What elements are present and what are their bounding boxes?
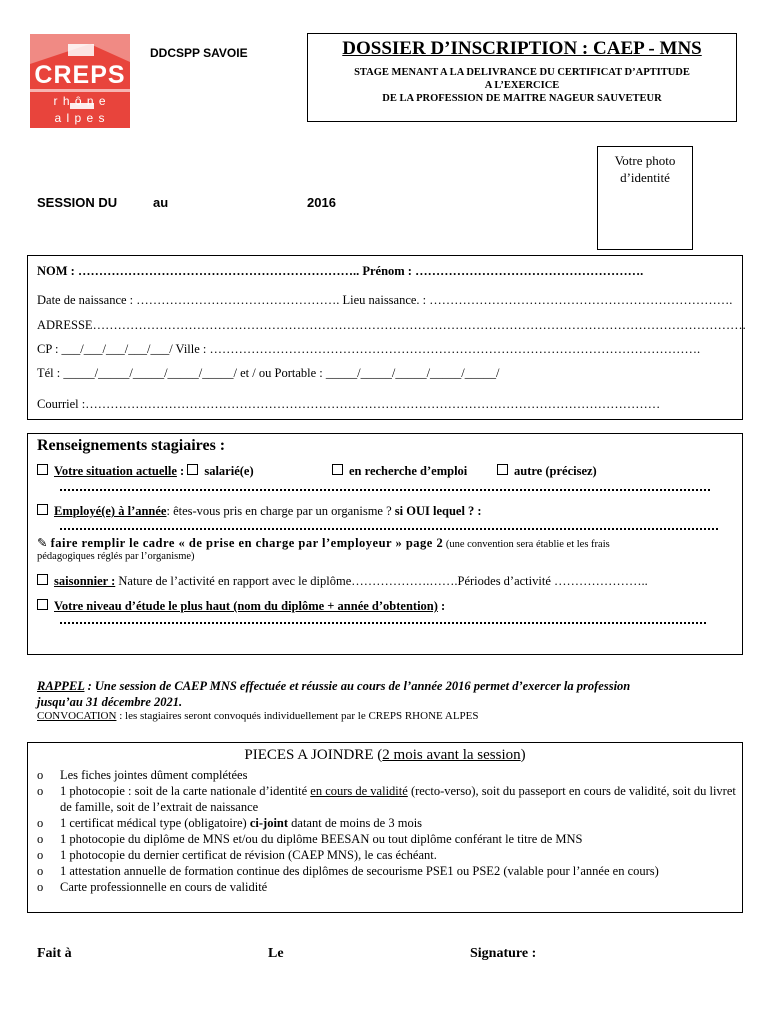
- rappel-label: RAPPEL: [37, 679, 85, 693]
- niveau-checkbox[interactable]: [37, 599, 48, 610]
- rappel-text: : Une session de CAEP MNS effectuée et réussie au cours de l’année 2016 permet d’exercer la profession: [84, 679, 631, 693]
- niveau-dotted-line[interactable]: [60, 622, 706, 624]
- list-item: o 1 photocopie du diplôme de MNS et/ou du diplôme BEESAN ou tout diplôme conférant le titre de MNS: [37, 831, 737, 847]
- saisonnier-checkbox[interactable]: [37, 574, 48, 585]
- list-item: o 1 attestation annuelle de formation continue des diplômes de secourisme PSE1 ou PSE2 (valable pour l’année en cours): [37, 863, 737, 879]
- session-au: au: [153, 195, 169, 210]
- niveau-colon: :: [437, 599, 446, 613]
- item-3-part-a: 1 certificat médical type (obligatoire): [60, 816, 250, 830]
- subtitle-line-2: A L’EXERCICE: [484, 80, 560, 91]
- stagiaire-heading: Renseignements stagiaires :: [37, 437, 226, 454]
- niveau-label: Votre niveau d’étude le plus haut (nom du diplôme + année d’obtention): [54, 599, 438, 613]
- telephone-field[interactable]: Tél : _____/_____/_____/_____/_____/ et / ou Portable : _____/_____/_____/_____/_____/: [37, 366, 500, 380]
- recherche-checkbox[interactable]: [332, 464, 343, 475]
- pieces-title-text: PIECES A JOINDRE (: [244, 747, 383, 763]
- autre-dotted-line[interactable]: [60, 489, 710, 491]
- autre-label: autre (précisez): [514, 464, 597, 478]
- convocation-line: [37, 710, 479, 722]
- logo-line-3: a l p e s: [54, 111, 106, 125]
- pieces-title-end: ): [520, 747, 526, 763]
- list-item: [37, 815, 737, 831]
- subtitle-line-3: DE LA PROFESSION DE MAITRE NAGEUR SAUVETEUR: [382, 93, 662, 104]
- naissance-field[interactable]: Date de naissance : …………………………………………. Lieu naissance. : ……………………………………………………………….: [37, 293, 733, 307]
- list-item: o 1 photocopie du dernier certificat de révision (CAEP MNS), le cas échéant.: [37, 847, 737, 863]
- item-3-bold: ci-joint: [249, 816, 289, 830]
- situation-label: Votre situation actuelle: [54, 464, 177, 478]
- salarie-label: salarié(e): [204, 464, 254, 478]
- recherche-option: [332, 464, 467, 479]
- header-box: [307, 33, 737, 122]
- saisonnier-text: Nature de l’activité en rapport avec le diplôme……………….…….Périodes d’activité …………………..: [115, 574, 648, 588]
- rappel-line-1: [37, 679, 630, 694]
- courriel-field[interactable]: Courriel :…………………………………………………………………………………………………………………………: [37, 397, 661, 411]
- pieces-list: [37, 767, 737, 895]
- item-2-part-b: (recto-verso), soit du passeport en cours de validité, soit du livret de famille, soit de l’extrait de naissance: [60, 784, 736, 814]
- saisonnier-label: saisonnier :: [54, 574, 116, 588]
- convocation-label: CONVOCATION: [37, 710, 117, 722]
- situation-colon: :: [176, 464, 188, 478]
- employe-text: : êtes-vous pris en charge par un organisme ?: [166, 504, 395, 518]
- list-item: o Carte professionnelle en cours de validité: [37, 879, 737, 895]
- convocation-text: : les stagiaires seront convoqués individuellement par le CREPS RHONE ALPES: [116, 710, 479, 722]
- recherche-label: en recherche d’emploi: [349, 464, 468, 478]
- item-3-part-c: datant de moins de 3 mois: [288, 816, 423, 830]
- situation-checkbox[interactable]: [37, 464, 48, 475]
- employe-checkbox[interactable]: [37, 504, 48, 515]
- session-label: SESSION DU: [37, 195, 118, 210]
- photo-label-2: d’identité: [620, 170, 670, 185]
- employe-bold: si OUI lequel ? :: [394, 504, 482, 518]
- pen-icon: ✎: [37, 536, 51, 550]
- identity-section: [27, 255, 743, 420]
- org-name: DDCSPP SAVOIE: [150, 46, 248, 60]
- employe-dotted-line[interactable]: [60, 528, 718, 530]
- subtitle-line-1: STAGE MENANT A LA DELIVRANCE DU CERTIFICAT D’APTITUDE: [354, 67, 690, 78]
- logo-line-2: r h ô n e: [53, 94, 107, 108]
- pieces-title-underlined: 2 mois avant la session: [382, 747, 521, 763]
- item-2-underlined: en cours de validité: [310, 784, 408, 798]
- niveau-row: [37, 599, 445, 614]
- situation-row: [37, 464, 254, 479]
- cadre-row: [37, 535, 610, 551]
- employe-row: [37, 504, 482, 519]
- list-item: o Les fiches jointes dûment complétées: [37, 767, 737, 783]
- fait-a-label: Fait à: [37, 946, 72, 961]
- list-item: [37, 783, 737, 815]
- employe-label: Employé(e) à l’année: [54, 504, 167, 518]
- document-title: DOSSIER D’INSCRIPTION : CAEP - MNS: [342, 38, 702, 59]
- cadre-bold: faire remplir le cadre « de prise en charge par l’employeur » page 2: [50, 536, 444, 550]
- signature-label: Signature :: [470, 946, 537, 961]
- autre-option: [497, 464, 597, 479]
- cadre-line-2: pédagogiques réglés par l’organisme): [37, 551, 195, 562]
- nom-prenom-field[interactable]: NOM : ………………………………………………………….. Prénom : ……………………………………………….: [37, 264, 644, 278]
- cp-ville-field[interactable]: CP : ___/___/___/___/___/ Ville : ……………………………………………………………………………………………………….: [37, 342, 701, 356]
- cadre-small: (une convention sera établie et les frais: [443, 539, 610, 550]
- autre-checkbox[interactable]: [497, 464, 508, 475]
- item-2-part-a: 1 photocopie : soit de la carte nationale d’identité: [60, 784, 311, 798]
- rappel-line-2: jusqu’au 31 décembre 2021.: [37, 695, 183, 709]
- photo-label-1: Votre photo: [614, 153, 676, 168]
- session-year: 2016: [307, 195, 336, 210]
- photo-box[interactable]: [597, 146, 693, 250]
- le-label: Le: [268, 946, 284, 961]
- pieces-list-wrap: [37, 767, 737, 895]
- pieces-title: [27, 747, 743, 764]
- saisonnier-row: [37, 574, 648, 589]
- salarie-checkbox[interactable]: [187, 464, 198, 475]
- logo-name: CREPS: [34, 61, 126, 89]
- creps-logo: [30, 34, 130, 128]
- adresse-field[interactable]: ADRESSE………………………………………………………………………………………………………………………………………….: [37, 318, 746, 332]
